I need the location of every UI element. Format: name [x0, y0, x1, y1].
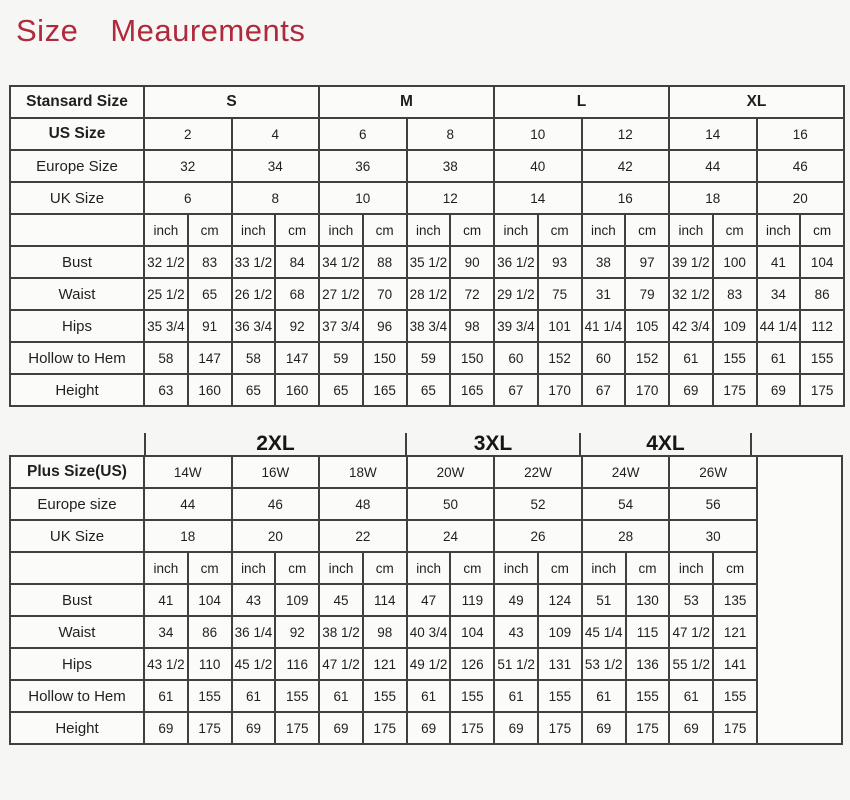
value-cell: 175	[363, 712, 407, 744]
value-cell: inch	[319, 214, 363, 246]
value-cell: inch	[582, 552, 626, 584]
value-cell: 175	[800, 374, 844, 406]
value-cell: 110	[188, 648, 232, 680]
value-cell: 121	[363, 648, 407, 680]
value-cell: 147	[188, 342, 232, 374]
value-cell: 155	[188, 680, 232, 712]
value-cell: 36	[319, 150, 407, 182]
value-cell: 97	[625, 246, 669, 278]
value-cell: 91	[188, 310, 232, 342]
empty-right-cell	[757, 456, 842, 744]
value-cell: 104	[800, 246, 844, 278]
value-cell: 170	[625, 374, 669, 406]
value-cell: 24W	[582, 456, 670, 488]
value-cell: 22	[319, 520, 407, 552]
row-label-cell: UK Size	[10, 520, 144, 552]
size-header-cell: L	[494, 86, 669, 118]
value-cell: 45 1/4	[582, 616, 626, 648]
value-cell: 8	[407, 118, 495, 150]
value-cell: 18	[669, 182, 757, 214]
value-cell: 155	[713, 342, 757, 374]
value-cell: 104	[188, 584, 232, 616]
value-cell: 16	[757, 118, 845, 150]
value-cell: 54	[582, 488, 670, 520]
value-cell: 16	[582, 182, 670, 214]
value-cell: 69	[757, 374, 801, 406]
value-cell: inch	[232, 214, 276, 246]
value-cell: 45	[319, 584, 363, 616]
value-cell: 48	[319, 488, 407, 520]
value-cell: 43 1/2	[144, 648, 188, 680]
value-cell: 96	[363, 310, 407, 342]
value-cell: inch	[494, 552, 538, 584]
value-cell: 26 1/2	[232, 278, 276, 310]
value-cell: 33 1/2	[232, 246, 276, 278]
table-row	[10, 118, 844, 150]
value-cell: cm	[713, 552, 757, 584]
value-cell: 14	[669, 118, 757, 150]
row-label-cell: Bust	[10, 246, 144, 278]
value-cell: 67	[582, 374, 626, 406]
table-row	[10, 648, 842, 680]
value-cell: 68	[275, 278, 319, 310]
value-cell: 155	[363, 680, 407, 712]
value-cell: 65	[232, 374, 276, 406]
value-cell: 46	[757, 150, 845, 182]
value-cell: 56	[669, 488, 757, 520]
value-cell: inch	[582, 214, 626, 246]
value-cell: 6	[144, 182, 232, 214]
value-cell: cm	[188, 214, 232, 246]
value-cell: 53	[669, 584, 713, 616]
value-cell: 69	[407, 712, 451, 744]
value-cell: 61	[494, 680, 538, 712]
value-cell: 155	[275, 680, 319, 712]
value-cell: cm	[188, 552, 232, 584]
value-cell: 32	[144, 150, 232, 182]
value-cell: 10	[494, 118, 582, 150]
value-cell: 112	[800, 310, 844, 342]
row-label-cell: US Size	[10, 118, 144, 150]
value-cell: 165	[363, 374, 407, 406]
table-row	[10, 86, 844, 118]
value-cell: 152	[538, 342, 582, 374]
value-cell: 47 1/2	[319, 648, 363, 680]
value-cell: 18	[144, 520, 232, 552]
row-label-cell: UK Size	[10, 182, 144, 214]
plus-size-band	[9, 433, 752, 455]
band-label-3xl: 3XL	[405, 433, 579, 455]
value-cell: 69	[319, 712, 363, 744]
value-cell: 61	[144, 680, 188, 712]
row-label-cell: Height	[10, 374, 144, 406]
value-cell: 160	[275, 374, 319, 406]
value-cell: 175	[538, 712, 582, 744]
table-row	[10, 552, 842, 584]
value-cell: 61	[582, 680, 626, 712]
row-label-cell: Europe Size	[10, 150, 144, 182]
value-cell: 155	[800, 342, 844, 374]
row-label-cell: Hollow to Hem	[10, 342, 144, 374]
value-cell: 116	[275, 648, 319, 680]
value-cell: 141	[713, 648, 757, 680]
value-cell: 14	[494, 182, 582, 214]
value-cell: 61	[319, 680, 363, 712]
value-cell: 34	[144, 616, 188, 648]
value-cell: 70	[363, 278, 407, 310]
value-cell: 6	[319, 118, 407, 150]
value-cell: cm	[713, 214, 757, 246]
value-cell: inch	[232, 552, 276, 584]
value-cell: 65	[407, 374, 451, 406]
page-title-word-2: Meaurements	[110, 13, 306, 48]
value-cell: 109	[538, 616, 582, 648]
value-cell: 45 1/2	[232, 648, 276, 680]
value-cell: 121	[713, 616, 757, 648]
value-cell: inch	[757, 214, 801, 246]
value-cell: 175	[713, 374, 757, 406]
value-cell: 34	[232, 150, 320, 182]
value-cell: 18W	[319, 456, 407, 488]
value-cell: 39 1/2	[669, 246, 713, 278]
value-cell: 28	[582, 520, 670, 552]
value-cell: 12	[582, 118, 670, 150]
table-row	[10, 456, 842, 488]
value-cell: 43	[494, 616, 538, 648]
value-cell: 12	[407, 182, 495, 214]
value-cell: 40 3/4	[407, 616, 451, 648]
value-cell: cm	[800, 214, 844, 246]
row-label-cell: Height	[10, 712, 144, 744]
value-cell: 104	[450, 616, 494, 648]
value-cell: 51 1/2	[494, 648, 538, 680]
value-cell: 115	[626, 616, 670, 648]
value-cell: 35 1/2	[407, 246, 451, 278]
table-row	[10, 150, 844, 182]
value-cell: 109	[713, 310, 757, 342]
value-cell: 101	[538, 310, 582, 342]
value-cell: 61	[757, 342, 801, 374]
value-cell: 22W	[494, 456, 582, 488]
row-label-cell: Hips	[10, 310, 144, 342]
value-cell: 69	[582, 712, 626, 744]
value-cell: 20	[757, 182, 845, 214]
value-cell: 155	[450, 680, 494, 712]
row-label-cell	[10, 214, 144, 246]
value-cell: 20W	[407, 456, 495, 488]
value-cell: 65	[319, 374, 363, 406]
row-label-cell: Plus Size(US)	[10, 456, 144, 488]
value-cell: 35 3/4	[144, 310, 188, 342]
value-cell: 150	[450, 342, 494, 374]
row-label-cell: Waist	[10, 616, 144, 648]
value-cell: 24	[407, 520, 495, 552]
value-cell: 26	[494, 520, 582, 552]
value-cell: cm	[625, 214, 669, 246]
plus-size-table	[9, 455, 843, 745]
value-cell: 10	[319, 182, 407, 214]
value-cell: 52	[494, 488, 582, 520]
value-cell: 47 1/2	[669, 616, 713, 648]
value-cell: 69	[232, 712, 276, 744]
value-cell: 109	[275, 584, 319, 616]
value-cell: 36 1/4	[232, 616, 276, 648]
value-cell: 34	[757, 278, 801, 310]
value-cell: inch	[144, 552, 188, 584]
value-cell: 84	[275, 246, 319, 278]
value-cell: 58	[232, 342, 276, 374]
value-cell: 14W	[144, 456, 232, 488]
value-cell: 175	[275, 712, 319, 744]
value-cell: 41	[757, 246, 801, 278]
value-cell: 69	[144, 712, 188, 744]
value-cell: 55 1/2	[669, 648, 713, 680]
value-cell: 147	[275, 342, 319, 374]
table-row	[10, 488, 842, 520]
row-label-cell: Hollow to Hem	[10, 680, 144, 712]
value-cell: 41	[144, 584, 188, 616]
value-cell: inch	[669, 214, 713, 246]
value-cell: 155	[538, 680, 582, 712]
value-cell: 135	[713, 584, 757, 616]
value-cell: 61	[407, 680, 451, 712]
value-cell: cm	[538, 214, 582, 246]
value-cell: 61	[232, 680, 276, 712]
value-cell: 175	[188, 712, 232, 744]
size-header-cell: XL	[669, 86, 844, 118]
value-cell: cm	[275, 214, 319, 246]
value-cell: 69	[669, 712, 713, 744]
value-cell: inch	[407, 552, 451, 584]
table-row	[10, 616, 842, 648]
value-cell: 27 1/2	[319, 278, 363, 310]
value-cell: 44	[669, 150, 757, 182]
value-cell: 90	[450, 246, 494, 278]
value-cell: 28 1/2	[407, 278, 451, 310]
value-cell: 20	[232, 520, 320, 552]
value-cell: 83	[188, 246, 232, 278]
row-label-cell: Stansard Size	[10, 86, 144, 118]
value-cell: 165	[450, 374, 494, 406]
value-cell: 114	[363, 584, 407, 616]
value-cell: 61	[669, 342, 713, 374]
row-label-cell: Waist	[10, 278, 144, 310]
value-cell: inch	[669, 552, 713, 584]
page-title-word-1: Size	[16, 13, 79, 48]
band-label-2xl: 2XL	[144, 433, 405, 455]
value-cell: 75	[538, 278, 582, 310]
value-cell: 44 1/4	[757, 310, 801, 342]
table-row	[10, 278, 844, 310]
size-header-cell: S	[144, 86, 319, 118]
value-cell: cm	[363, 552, 407, 584]
value-cell: 51	[582, 584, 626, 616]
value-cell: 38 1/2	[319, 616, 363, 648]
value-cell: 31	[582, 278, 626, 310]
row-label-cell: Europe size	[10, 488, 144, 520]
value-cell: cm	[450, 214, 494, 246]
table-row	[10, 584, 842, 616]
value-cell: 69	[494, 712, 538, 744]
value-cell: 69	[669, 374, 713, 406]
value-cell: 34 1/2	[319, 246, 363, 278]
row-label-cell: Hips	[10, 648, 144, 680]
value-cell: 60	[582, 342, 626, 374]
value-cell: 152	[625, 342, 669, 374]
value-cell: 88	[363, 246, 407, 278]
value-cell: 61	[669, 680, 713, 712]
value-cell: inch	[144, 214, 188, 246]
table-row	[10, 680, 842, 712]
value-cell: 131	[538, 648, 582, 680]
value-cell: 58	[144, 342, 188, 374]
value-cell: 32 1/2	[144, 246, 188, 278]
value-cell: 79	[625, 278, 669, 310]
value-cell: 170	[538, 374, 582, 406]
value-cell: 8	[232, 182, 320, 214]
value-cell: 175	[713, 712, 757, 744]
value-cell: 155	[713, 680, 757, 712]
value-cell: 36 1/2	[494, 246, 538, 278]
value-cell: 49	[494, 584, 538, 616]
value-cell: 126	[450, 648, 494, 680]
row-label-cell: Bust	[10, 584, 144, 616]
value-cell: 44	[144, 488, 232, 520]
table-row	[10, 374, 844, 406]
table-row	[10, 712, 842, 744]
value-cell: 29 1/2	[494, 278, 538, 310]
value-cell: 92	[275, 310, 319, 342]
value-cell: 83	[713, 278, 757, 310]
value-cell: 53 1/2	[582, 648, 626, 680]
value-cell: 175	[450, 712, 494, 744]
page-title	[16, 13, 305, 49]
table-row	[10, 214, 844, 246]
size-header-cell: M	[319, 86, 494, 118]
value-cell: cm	[363, 214, 407, 246]
value-cell: 124	[538, 584, 582, 616]
value-cell: 72	[450, 278, 494, 310]
value-cell: 155	[626, 680, 670, 712]
standard-size-table	[9, 85, 845, 407]
value-cell: 40	[494, 150, 582, 182]
value-cell: 16W	[232, 456, 320, 488]
value-cell: 30	[669, 520, 757, 552]
value-cell: 119	[450, 584, 494, 616]
value-cell: 37 3/4	[319, 310, 363, 342]
value-cell: 4	[232, 118, 320, 150]
value-cell: 26W	[669, 456, 757, 488]
value-cell: 38 3/4	[407, 310, 451, 342]
value-cell: 46	[232, 488, 320, 520]
value-cell: 59	[319, 342, 363, 374]
value-cell: cm	[450, 552, 494, 584]
table-row	[10, 182, 844, 214]
value-cell: 98	[450, 310, 494, 342]
value-cell: 160	[188, 374, 232, 406]
value-cell: 67	[494, 374, 538, 406]
value-cell: 42	[582, 150, 670, 182]
value-cell: 59	[407, 342, 451, 374]
value-cell: 150	[363, 342, 407, 374]
value-cell: 36 3/4	[232, 310, 276, 342]
value-cell: 130	[626, 584, 670, 616]
value-cell: 93	[538, 246, 582, 278]
value-cell: inch	[407, 214, 451, 246]
value-cell: 63	[144, 374, 188, 406]
value-cell: 47	[407, 584, 451, 616]
value-cell: 50	[407, 488, 495, 520]
band-label-4xl: 4XL	[579, 433, 752, 455]
value-cell: 98	[363, 616, 407, 648]
value-cell: 2	[144, 118, 232, 150]
value-cell: 43	[232, 584, 276, 616]
value-cell: 86	[800, 278, 844, 310]
value-cell: 49 1/2	[407, 648, 451, 680]
value-cell: 60	[494, 342, 538, 374]
value-cell: 38	[582, 246, 626, 278]
value-cell: 32 1/2	[669, 278, 713, 310]
value-cell: 65	[188, 278, 232, 310]
value-cell: 92	[275, 616, 319, 648]
value-cell: inch	[319, 552, 363, 584]
table-row	[10, 520, 842, 552]
value-cell: 105	[625, 310, 669, 342]
table-row	[10, 342, 844, 374]
value-cell: 100	[713, 246, 757, 278]
plus-band-spacer	[9, 433, 144, 455]
value-cell: 86	[188, 616, 232, 648]
value-cell: 25 1/2	[144, 278, 188, 310]
value-cell: 136	[626, 648, 670, 680]
row-label-cell	[10, 552, 144, 584]
value-cell: 39 3/4	[494, 310, 538, 342]
value-cell: cm	[626, 552, 670, 584]
value-cell: 38	[407, 150, 495, 182]
value-cell: inch	[494, 214, 538, 246]
table-row	[10, 246, 844, 278]
value-cell: cm	[275, 552, 319, 584]
value-cell: 175	[626, 712, 670, 744]
table-row	[10, 310, 844, 342]
value-cell: 41 1/4	[582, 310, 626, 342]
value-cell: cm	[538, 552, 582, 584]
value-cell: 42 3/4	[669, 310, 713, 342]
